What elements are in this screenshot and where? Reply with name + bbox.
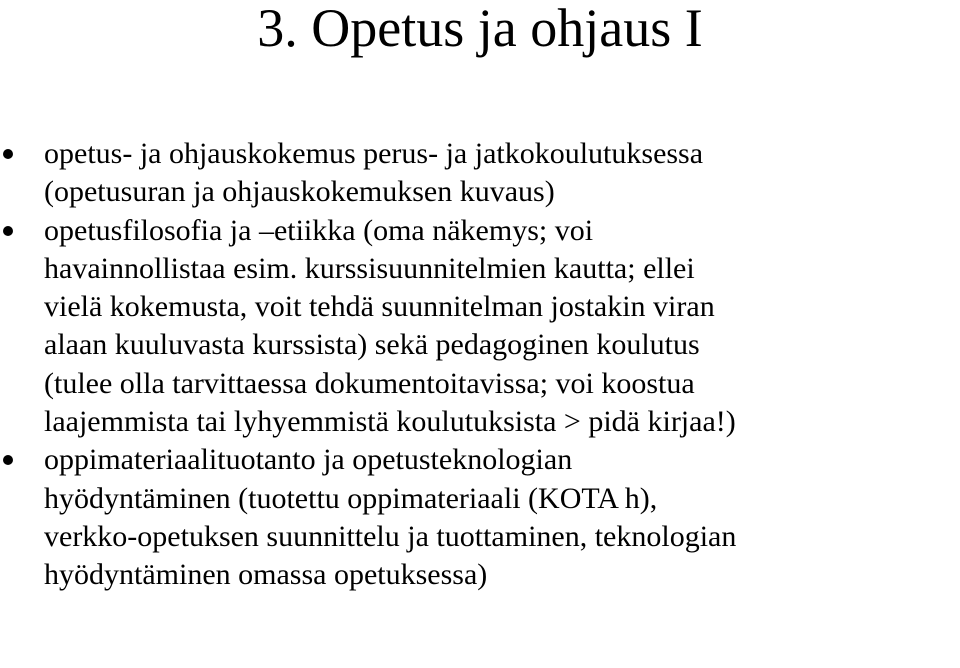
- text-line: verkko-opetuksen suunnittelu ja tuottaminen, teknologian: [44, 519, 737, 553]
- bullet-icon: [0, 212, 44, 250]
- bullet-icon: [0, 441, 44, 479]
- list-item: [0, 441, 960, 594]
- slide-title: 3. Opetus ja ohjaus I: [257, 0, 703, 58]
- text-line: opetus- ja ohjauskokemus perus- ja jatkokoulutuksessa: [44, 137, 704, 170]
- bullet-text: [44, 135, 960, 212]
- text-line: hyödyntäminen (tuotettu oppimateriaali (KOTA h),: [44, 481, 658, 515]
- bullet-list: [0, 135, 960, 595]
- text-line: alaan kuuluvasta kurssista) sekä pedagoginen koulutus: [44, 328, 700, 362]
- text-line: vielä kokemusta, voit tehdä suunnitelman jostakin viran: [44, 290, 715, 324]
- bullet-icon: [0, 135, 44, 173]
- text-line: (tulee olla tarvittaessa dokumentoitavissa; voi koostua: [44, 366, 695, 400]
- list-item: [0, 135, 960, 212]
- bullet-text: [44, 441, 960, 594]
- list-item: [0, 212, 960, 442]
- text-line: hyödyntäminen omassa opetuksessa): [44, 558, 488, 592]
- bullet-text: [44, 212, 960, 442]
- text-line: laajemmista tai lyhyemmistä koulutuksista > pidä kirjaa!): [44, 405, 736, 439]
- text-line: (opetusuran ja ohjauskokemuksen kuvaus): [44, 175, 555, 209]
- text-line: havainnollistaa esim. kurssisuunnitelmien kautta; ellei: [44, 251, 695, 285]
- text-line: oppimateriaalituotanto ja opetusteknologian: [44, 443, 573, 477]
- text-line: opetusfilosofia ja –etiikka (oma näkemys; voi: [44, 213, 594, 247]
